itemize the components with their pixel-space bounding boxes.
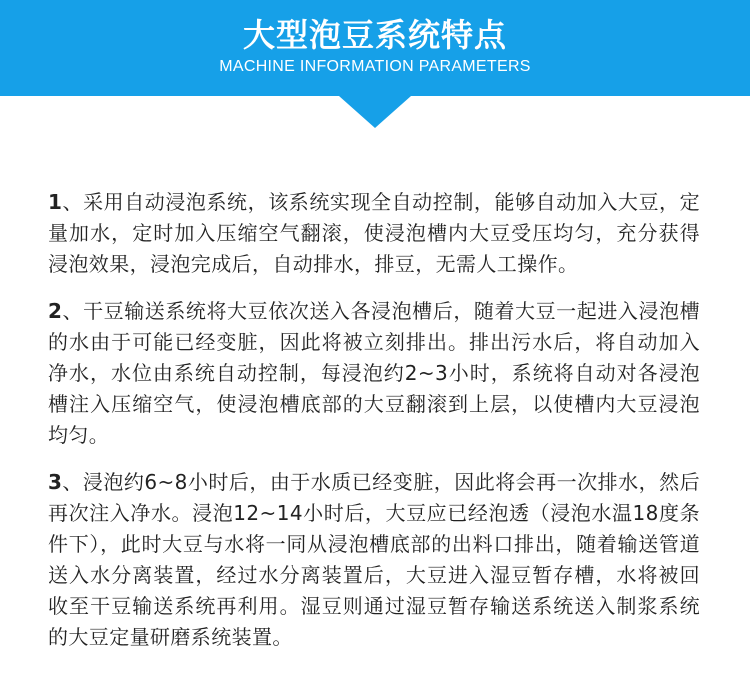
feature-paragraph-1: [48, 187, 700, 280]
header-banner: [0, 0, 750, 96]
feature-number: 2: [48, 299, 63, 323]
feature-paragraph-2: [48, 296, 700, 451]
feature-number: 3: [48, 470, 63, 494]
feature-text: 、采用自动浸泡系统，该系统实现全自动控制，能够自动加入大豆，定量加水，定时加入压缩空气翻滚，使浸泡槽内大豆受压均匀，充分获得浸泡效果，浸泡完成后，自动排水，排豆，无需人工操作。: [48, 190, 700, 276]
feature-number: 1: [48, 190, 63, 214]
feature-text: 、干豆输送系统将大豆依次送入各浸泡槽后，随着大豆一起进入浸泡槽的水由于可能已经变脏，因此将被立刻排出。排出污水后，将自动加入净水，水位由系统自动控制，每浸泡约2~3小时，系统将自动对各浸泡槽注入压缩空气，使浸泡槽底部的大豆翻滚到上层，以使槽内大豆浸泡均匀。: [48, 299, 700, 447]
feature-text: 、浸泡约6~8小时后，由于水质已经变脏，因此将会再一次排水，然后再次注入净水。浸泡12~14小时后，大豆应已经泡透（浸泡水温18度条件下），此时大豆与水将一同从浸泡槽底部的出料口排出，随着输送管道送入水分离装置，经过水分离装置后，大豆进入湿豆暂存槽，水将被回收至干豆输送系统再利用。湿豆则通过湿豆暂存输送系统送入制浆系统的大豆定量研磨系统装置。: [48, 470, 700, 649]
header-subtitle: MACHINE INFORMATION PARAMETERS: [219, 58, 531, 75]
header-title: 大型泡豆系统特点: [242, 16, 507, 54]
feature-list: [48, 187, 700, 653]
header-pointer-triangle: [339, 96, 411, 128]
feature-paragraph-3: [48, 467, 700, 653]
